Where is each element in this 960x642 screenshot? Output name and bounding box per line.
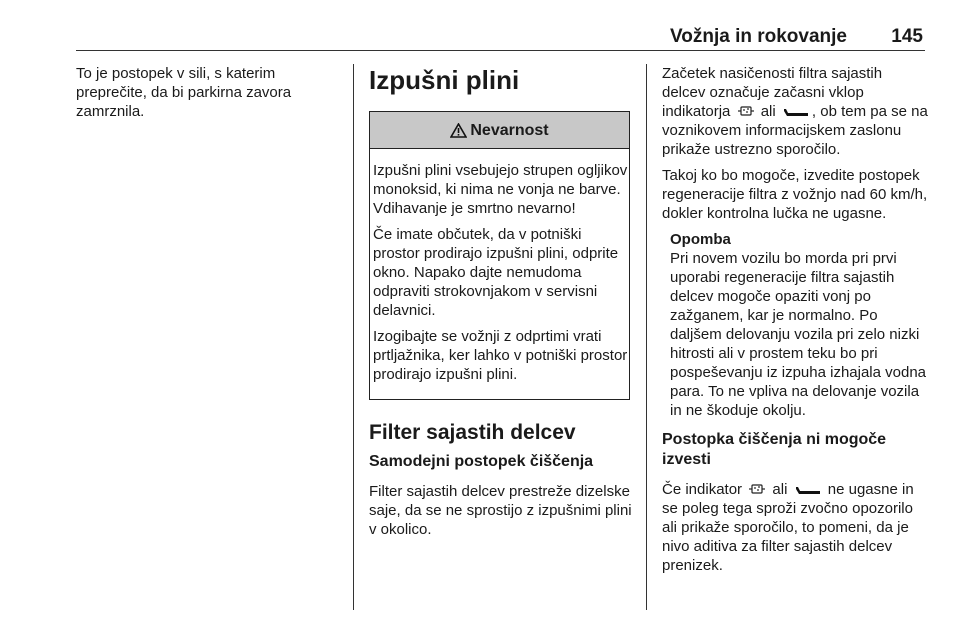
particle-filter-indicator-icon (738, 104, 754, 118)
subheading-cleaning-impossible: Postopka čiščenja ni mogoče izvesti (662, 431, 887, 468)
subheading-auto-cleaning: Samodejni postopek čiščenja (369, 453, 594, 470)
danger-paragraph: Če imate občutek, da v potniški prostor prodirajo izpušni plini, odprite okno. Napako dajte nemudoma odpraviti strokovnjakom v servisni delavnici. (373, 226, 619, 319)
particle-filter-indicator-icon (749, 482, 765, 496)
danger-paragraph: Izpušni plini vsebujejo strupen ogljikov monoksid, ki nima ne vonja ne barve. Vdihavanje je smrtno nevarno! (373, 162, 628, 217)
column-left (76, 64, 341, 128)
saturation-text-a: Začetek nasičenosti filtra sajastih delcev označuje začasni vklop indikatorja (662, 65, 883, 120)
parking-brake-text: To je postopek v sili, s katerim preprečite, da bi parkirna zavora zamrznila. (76, 65, 292, 120)
danger-box-header (370, 112, 629, 149)
column-divider-1 (353, 64, 354, 610)
saturation-text-or: ali (760, 103, 776, 120)
note-block (662, 230, 928, 420)
additive-text-or: ali (772, 481, 788, 498)
note-text: Pri novem vozilu bo morda pri prvi uporabi regeneracije filtra sajastih delcev mogoče opaziti vonj po zažganem, kar je normalno. Po daljšem delovanju vozila pri zelo nizki hitrosti ali v prostem teku bo pri pospeševanju iz izpuha izhajala vodna para. To ne vpliva na delovanje vozila in ne škoduje okolju. (670, 250, 927, 419)
exhaust-pipe-indicator-icon (795, 484, 821, 496)
saturation-text-b: , ob tem pa se na voznikovem informacijskem zaslonu prikaže ustrezno sporočilo. (662, 103, 928, 158)
page-number: 145 (891, 26, 923, 47)
page-header (76, 24, 925, 51)
column-right (662, 64, 928, 582)
danger-box-body (370, 149, 629, 399)
saturation-paragraph (662, 64, 928, 159)
danger-box-title: Nevarnost (470, 121, 549, 139)
section-heading-exhaust: Izpušni plini (369, 65, 520, 95)
column-divider-2 (646, 64, 647, 610)
section-heading-particle-filter: Filter sajastih delcev (369, 421, 576, 444)
danger-paragraph: Izogibajte se vožnji z odprtimi vrati prtljažnika, ker lahko v potniški prostor prodirajo izpušni plini. (373, 328, 628, 383)
note-label: Opomba (670, 231, 731, 248)
warning-triangle-icon (450, 123, 467, 138)
column-middle (369, 64, 632, 546)
regeneration-paragraph: Takoj ko bo mogoče, izvedite postopek regeneracije filtra z vožnjo nad 60 km/h, dokler kontrolna lučka ne ugasne. (662, 167, 928, 222)
chapter-title: Vožnja in rokovanje (669, 26, 847, 47)
additive-paragraph (662, 480, 928, 575)
additive-text-a: Če indikator (662, 481, 743, 498)
danger-box (369, 111, 630, 400)
particle-filter-text: Filter sajastih delcev prestreže dizelske saje, da se ne sprostijo z izpušnimi plini v okolico. (369, 483, 632, 538)
exhaust-pipe-indicator-icon (783, 106, 809, 118)
additive-text-b: ne ugasne in se poleg tega sproži zvočno opozorilo ali prikaže sporočilo, to pomeni, da je nivo aditiva za filter sajastih delcev prenizek. (662, 481, 914, 574)
